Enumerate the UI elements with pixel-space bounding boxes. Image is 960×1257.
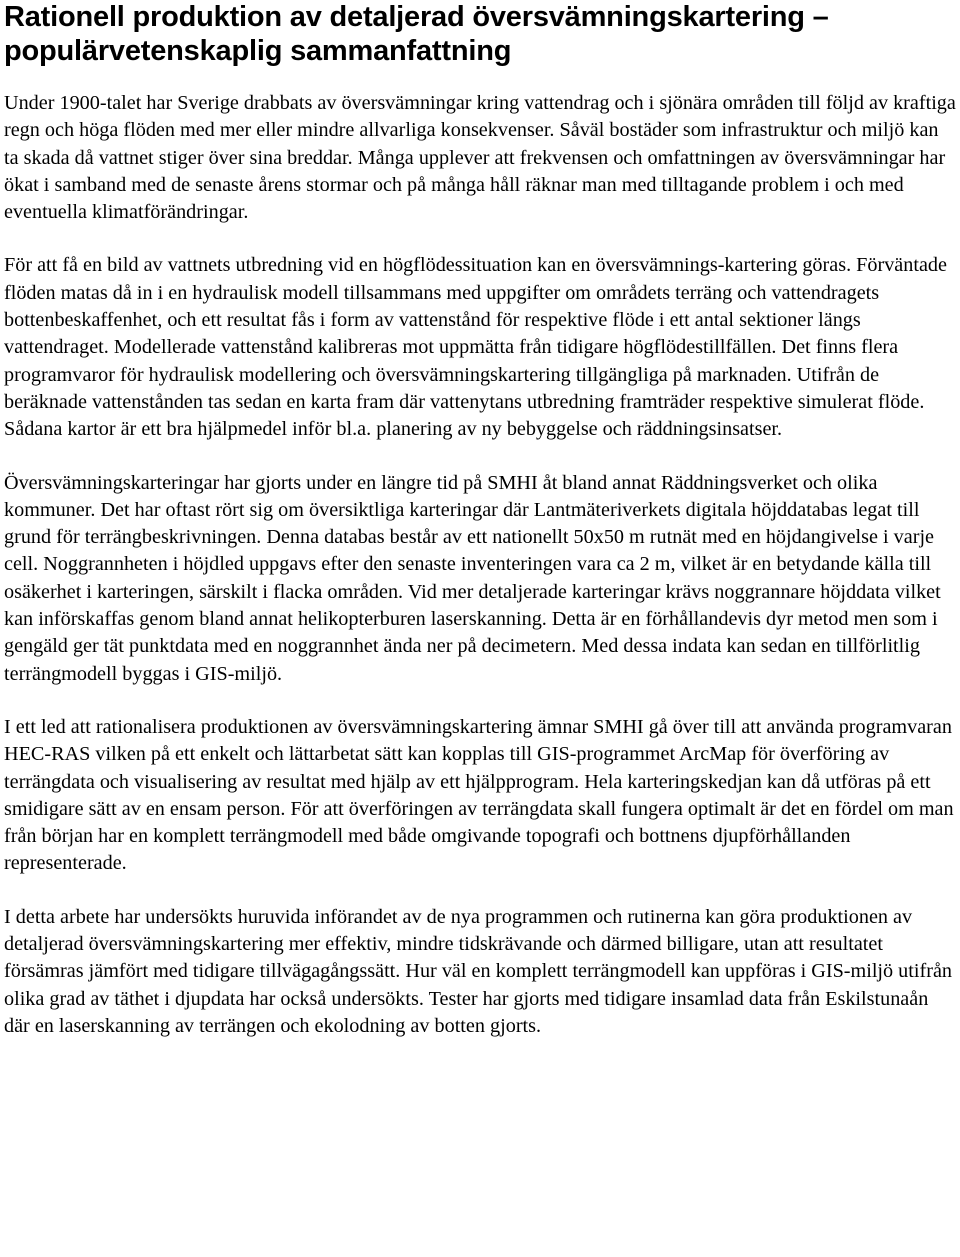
paragraph-3: Översvämningskarteringar har gjorts under en längre tid på SMHI åt bland annat Räddningsverket och olika kommuner. Det har oftast rört sig om översiktliga karteringar där Lantmäteriverkets digitala höjddatabas legat till grund för terrängbeskrivningen. Denna databas består av ett nationellt 50x50 m rutnät med en höjdangivelse i varje cell. Noggrannheten i höjdled uppgavs efter den senaste inventeringen vara ca 2 m, vilket är en betydande källa till osäkerhet i karteringen, särskilt i flacka områden. Vid mer detaljerade karteringar krävs noggrannare höjddata vilket kan införskaffas genom bland annat helikopterburen laserskanning. Detta är en förhållandevis dyr metod men som i gengäld ger tät punktdata med en noggrannhet ända ner på decimetern. Med dessa indata kan sedan en tillförlitlig terrängmodell byggas i GIS-miljö. <box>4 471 941 685</box>
paragraph-5: I detta arbete har undersökts huruvida införandet av de nya programmen och rutinerna kan göra produktionen av detaljerad översvämningskartering mer effektiv, mindre tidskrävande och därmed billigare, utan att resultatet försämras jämfört med tidigare tillvägagångssätt. Hur väl en komplett terrängmodell kan uppföras i GIS-miljö utifrån olika grad av täthet i djupdata har också undersökts. Tester har gjorts med tidigare insamlad data från Eskilstunaån där en laserskanning av terrängen och ekolodning av botten gjorts. <box>4 905 952 1037</box>
paragraph-2: För att få en bild av vattnets utbredning vid en högflödessituation kan en översvämnings-kartering göras. Förväntade flöden matas då in i en hydraulisk modell tillsammans med uppgifter om områdets terräng och vattendragets bottenbeskaffenhet, och ett resultat fås i form av vattenstånd för respektive flöde i ett antal sektioner längs vattendraget. Modellerade vattenstånd kalibreras mot uppmätta från tidigare högflödestillfällen. Det finns flera programvaror för hydraulisk modellering och översvämningskartering tillgängliga på marknaden. Utifrån de beräknade vattenstånden tas sedan en karta fram där vattenytans utbredning framträder respektive simulerat flöde. Sådana kartor är ett bra hjälpmedel inför bl.a. planering av ny bebyggelse och räddningsinsatser. <box>4 254 947 441</box>
paragraph-4: I ett led att rationalisera produktionen av översvämningskartering ämnar SMHI gå över till att använda programvaran HEC-RAS vilken på ett enkelt och lättarbetat sätt kan kopplas till GIS-programmet ArcMap för överföring av terrängdata och visualisering av resultat med hjälp av ett hjälpprogram. Hela karteringskedjan kan då utföras på ett smidigare sätt av en ensam person. För att överföringen av terrängdata skall fungera optimalt är det en fördel om man från början har en komplett terrängmodell med både omgivande topografi och bottnens djupförhållanden representerade. <box>4 715 954 875</box>
document-page <box>4 0 956 1040</box>
document-title: Rationell produktion av detaljerad översvämningskartering – populärvetenskaplig sammanfattning <box>4 1 829 67</box>
paragraph-1: Under 1900-talet har Sverige drabbats av översvämningar kring vattendrag och i sjönära områden till följd av kraftiga regn och höga flöden med mer eller mindre allvarliga konsekvenser. Såväl bostäder som infrastruktur och miljö kan ta skada då vattnet stiger över sina breddar. Många upplever att frekvensen och omfattningen av översvämningar har ökat i samband med de senaste årens stormar och på många håll räknar man med tilltagande problem i och med eventuella klimatförändringar. <box>4 92 956 224</box>
